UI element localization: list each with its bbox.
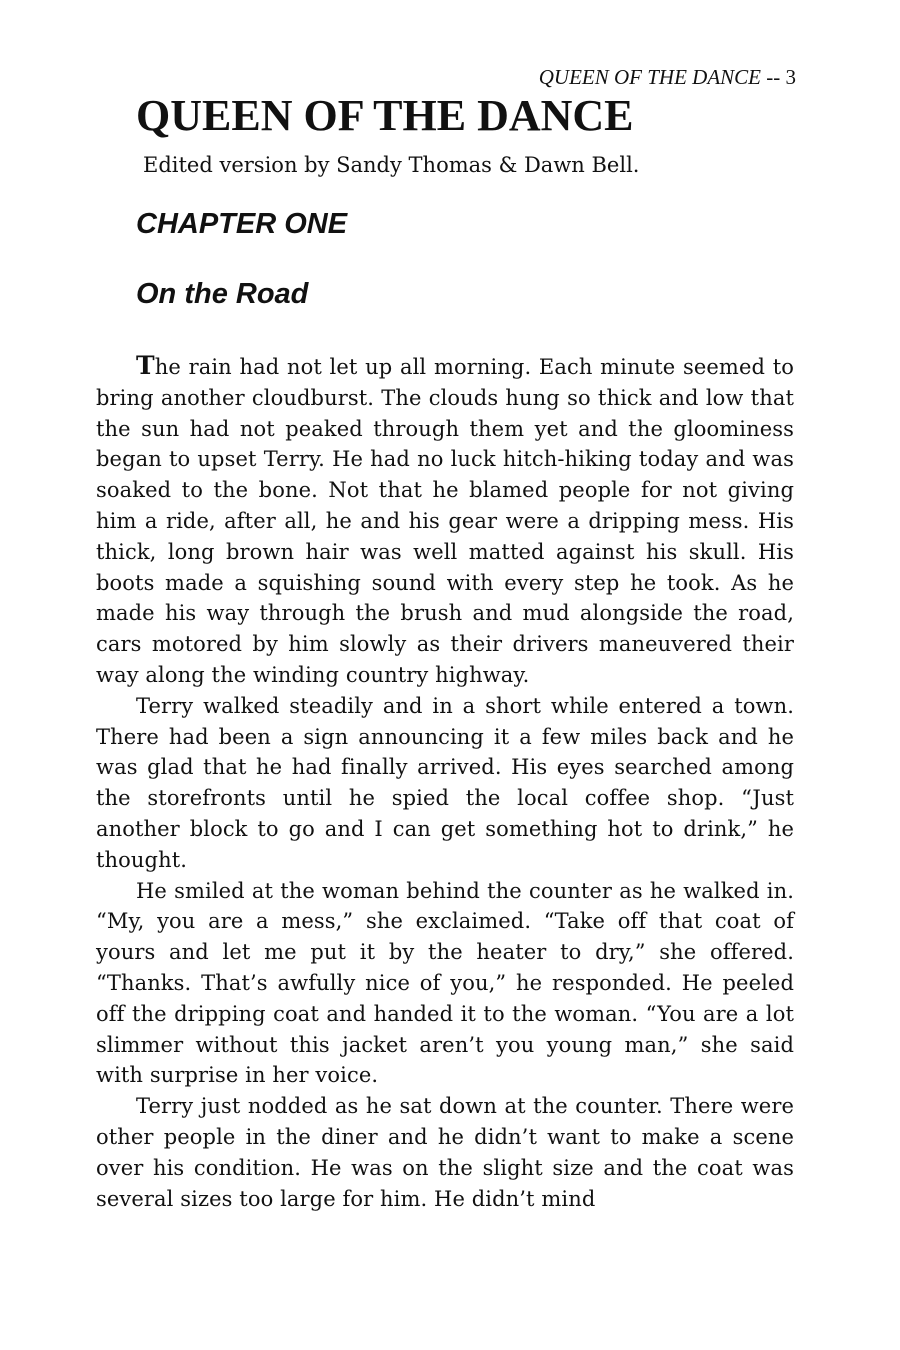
initial-letter: T (136, 351, 155, 380)
section-heading: On the Road (136, 278, 309, 310)
book-title: QUEEN OF THE DANCE (136, 91, 634, 140)
page-number: 3 (785, 65, 796, 89)
chapter-heading: CHAPTER ONE (136, 208, 348, 240)
paragraph-3: He smiled at the woman behind the counter as he walked in. “My, you are a mess,” she exclaimed. “Take off that coat of yours and let me put it by the heater to dry,” she offered. “Thanks. That’s awfully nice of you,” he responded. He peeled off the dripping coat and handed it to the woman. “You are a lot slimmer without this jacket aren’t you young man,” she said with surprise in her voice. (96, 878, 794, 1088)
edited-by-line: Edited version by Sandy Thomas & Dawn Bell. (143, 153, 640, 177)
paragraph-4: Terry just nodded as he sat down at the counter. There were other people in the diner and he didn’t want to make a scene over his condition. He was on the slight size and the coat was several sizes too large for him. He didn’t mind (96, 1094, 794, 1211)
paragraph-1-text: he rain had not let up all morning. Each minute seemed to bring another cloudburst. The clouds hung so thick and low that the sun had not peaked through them yet and the gloominess began to upset Terry. He had no luck hitch-hiking today and was soaked to the bone. Not that he blamed people for not giving him a ride, after all, he and his gear were a dripping mess. His thick, long brown hair was well matted against his skull. His boots made a squishing sound with every step he took. As he made his way through the brush and mud alongside the road, cars motored by him slowly as their drivers maneuvered their way along the winding country highway. (96, 355, 794, 687)
running-header-title: QUEEN OF THE DANCE (538, 65, 761, 89)
running-header-separator: -- (761, 65, 786, 89)
running-header (539, 64, 796, 90)
paragraph-1 (96, 351, 794, 691)
paragraph-2: Terry walked steadily and in a short while entered a town. There had been a sign announcing it a few miles back and he was glad that he had finally arrived. His eyes searched among the storefronts until he spied the local coffee shop. “Just another block to go and I can get something hot to drink,” he thought. (96, 693, 794, 872)
body-text (96, 351, 794, 1214)
